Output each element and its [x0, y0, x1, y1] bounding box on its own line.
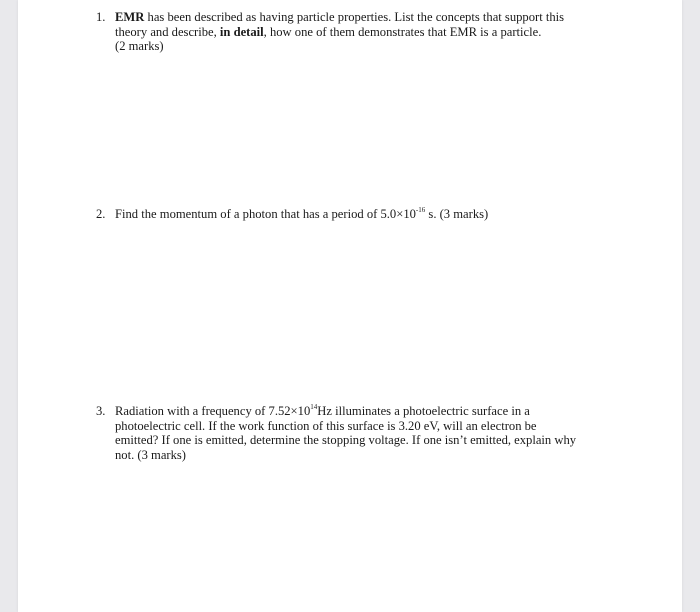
question-text: Radiation with a frequency of 7.52×10: [115, 404, 311, 418]
question-text-line: emitted? If one is emitted, determine the stopping voltage. If one isn’t emitted, explain why: [115, 433, 577, 447]
question-text-line: [115, 404, 530, 419]
question-text: theory and describe,: [115, 24, 220, 39]
document-page: [18, 0, 682, 612]
question-text-line: [115, 207, 488, 222]
question-number: 1.: [96, 10, 106, 24]
emph-text: EMR: [115, 10, 145, 24]
question-text-line: not. (3 marks): [115, 447, 186, 462]
question-2: [96, 207, 656, 225]
question-text: Find the momentum of a photon that has a period of 5.0×10: [115, 207, 416, 221]
question-number: 2.: [96, 207, 106, 221]
question-text: s. (3 marks): [425, 207, 489, 221]
question-text: has been described as having particle properties. List the concepts that support this: [144, 10, 565, 24]
question-3: [96, 404, 666, 468]
question-text-line: [115, 10, 564, 25]
exponent: 14: [310, 402, 318, 411]
question-text-line: photoelectric cell. If the work function of this surface is 3.20 eV, will an electron be: [115, 418, 537, 433]
question-1: [96, 10, 656, 60]
marks-text: (2 marks): [115, 39, 164, 53]
emph-text: in detail: [219, 24, 264, 39]
question-text: , how one of them demonstrates that EMR is a particle.: [263, 24, 542, 39]
question-number: 3.: [96, 404, 106, 418]
exponent: -16: [415, 205, 426, 214]
question-text: Hz illuminates a photoelectric surface in a: [317, 404, 530, 418]
question-text-line: [115, 25, 541, 40]
